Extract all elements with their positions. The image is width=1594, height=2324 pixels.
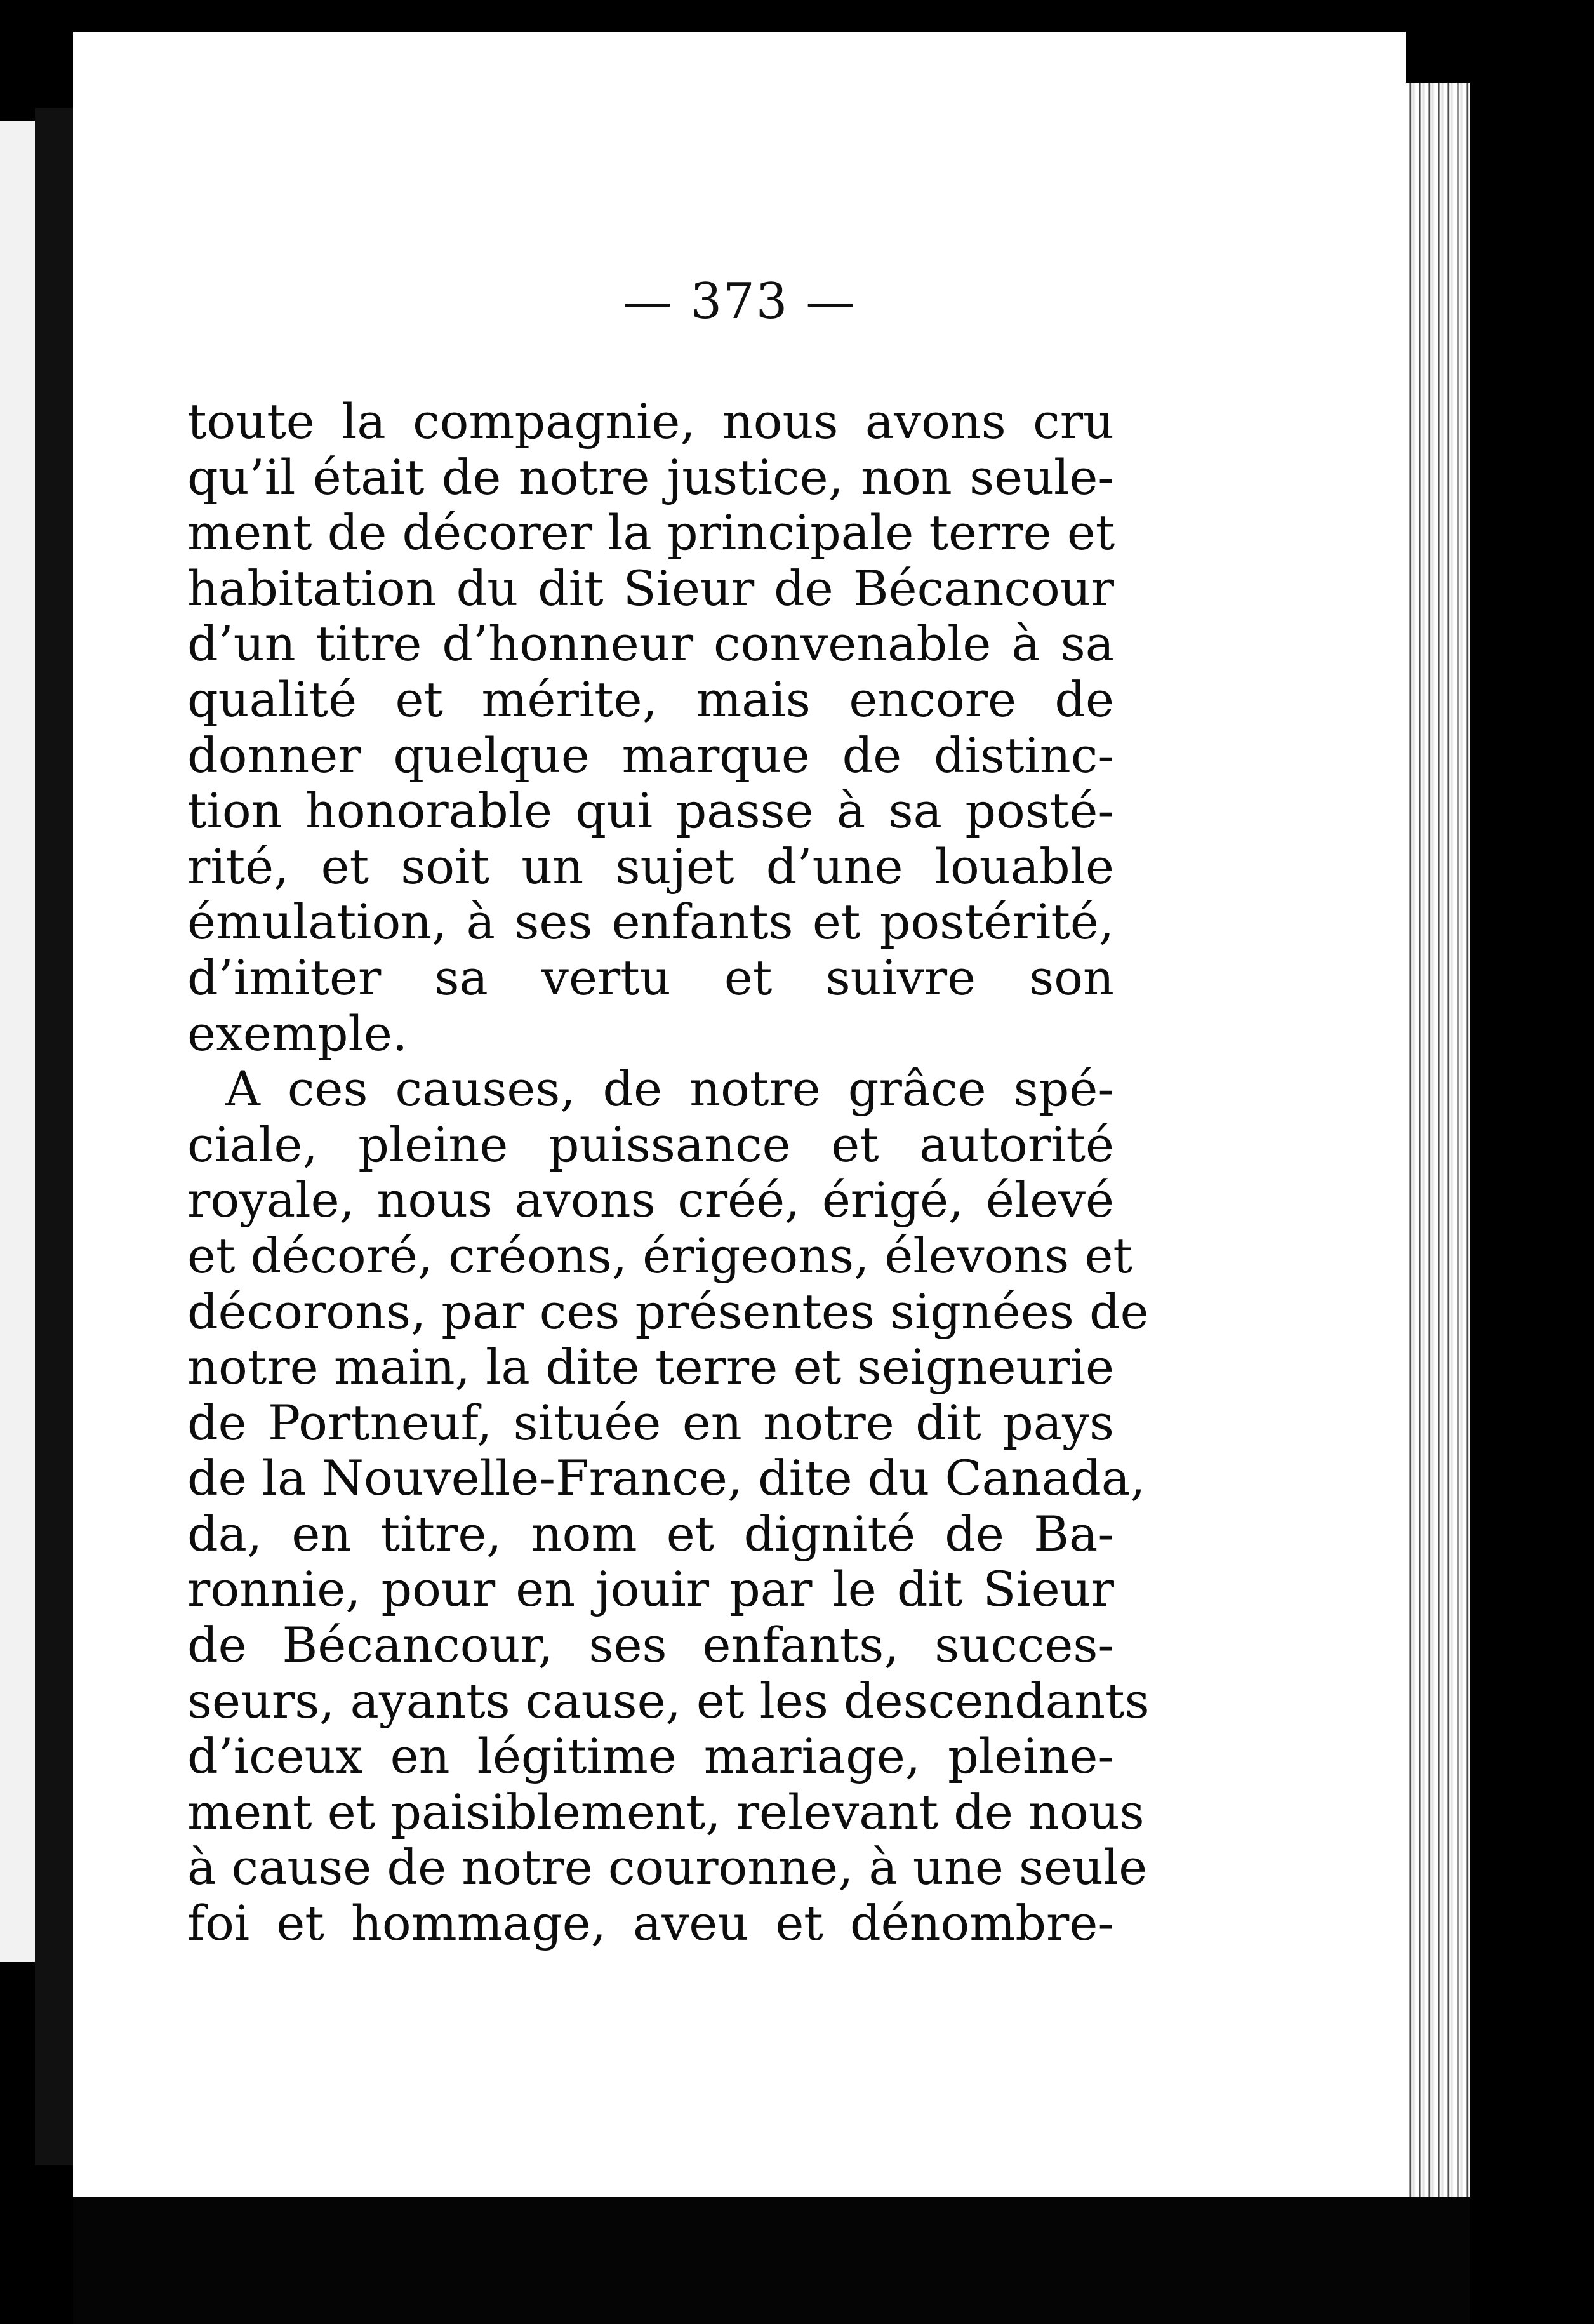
text-line: ciale, pleine puissance et autorité xyxy=(187,1116,1114,1173)
text-line: d’un titre d’honneur convenable à sa xyxy=(187,615,1114,672)
text-line: et décoré, créons, érigeons, élevons et xyxy=(187,1227,1132,1284)
text-line: ment de décorer la principale terre et xyxy=(187,504,1115,561)
text-line: rité, et soit un sujet d’une louable xyxy=(187,838,1114,895)
bottom-scan-border xyxy=(73,2197,1470,2324)
text-line: à cause de notre couronne, à une seule xyxy=(187,1839,1148,1896)
text-line: d’iceux en légitime mariage, pleine- xyxy=(187,1728,1114,1785)
page-number: — 373 — xyxy=(622,273,857,330)
text-line: notre main, la dite terre et seigneurie xyxy=(187,1339,1114,1396)
text-line: ronnie, pour en jouir par le dit Sieur xyxy=(187,1561,1114,1618)
text-line: de Portneuf, située en notre dit pays xyxy=(187,1394,1114,1451)
right-scan-border xyxy=(1470,63,1594,2235)
text-line: da, en titre, nom et dignité de Ba- xyxy=(187,1505,1114,1562)
page-stack-edge xyxy=(1406,83,1470,2197)
text-line: d’imiter sa vertu et suivre son xyxy=(187,949,1114,1006)
text-line: de la Nouvelle-France, dite du Canada, xyxy=(187,1450,1146,1507)
text-line: foi et hommage, aveu et dénombre- xyxy=(187,1895,1114,1952)
body-text xyxy=(187,393,1150,1952)
text-line: émulation, à ses enfants et postérité, xyxy=(187,893,1114,951)
left-margin-edge xyxy=(0,121,35,1962)
text-line: tion honorable qui passe à sa posté- xyxy=(187,782,1114,839)
text-line: donner quelque marque de distinc- xyxy=(187,726,1114,784)
text-line: royale, nous avons créé, érigé, élevé xyxy=(187,1172,1114,1229)
text-line: de Bécancour, ses enfants, succes- xyxy=(187,1617,1114,1674)
text-line: exemple. xyxy=(187,1005,408,1062)
text-line: seurs, ayants cause, et les descendants xyxy=(187,1672,1150,1729)
text-line: qualité et mérite, mais encore de xyxy=(187,671,1114,728)
text-line: A ces causes, de notre grâce spé- xyxy=(225,1060,1114,1118)
left-binding-shadow xyxy=(35,108,73,2165)
text-line: décorons, par ces présentes signées de xyxy=(187,1283,1149,1340)
text-line: qu’il était de notre justice, non seule- xyxy=(187,448,1114,505)
text-line: habitation du dit Sieur de Bécancour xyxy=(187,559,1114,617)
text-line: toute la compagnie, nous avons cru xyxy=(187,393,1114,450)
text-line: ment et paisiblement, relevant de nous xyxy=(187,1783,1145,1840)
